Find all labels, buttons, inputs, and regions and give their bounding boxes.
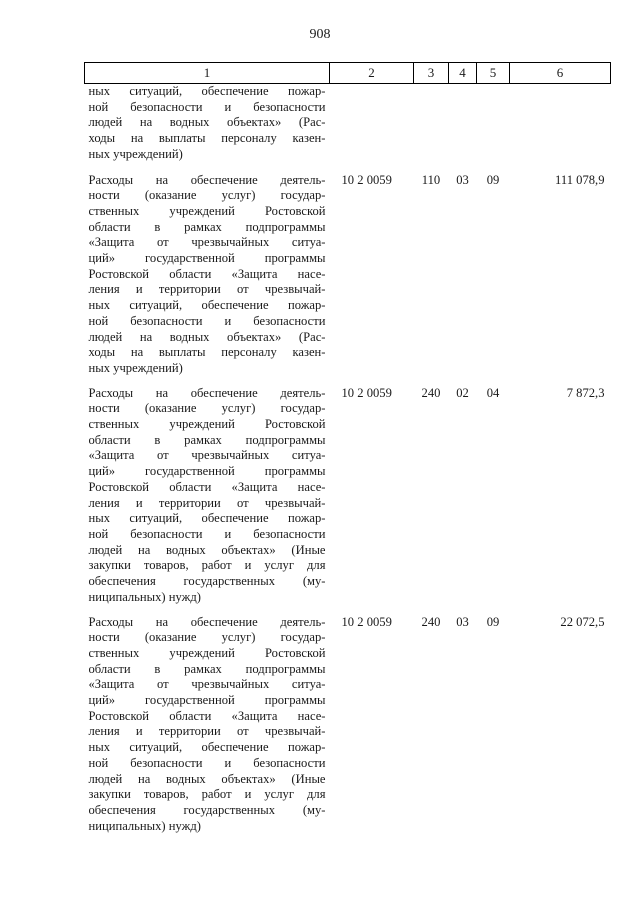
target-code: 10 2 0059 [341,614,392,629]
description-line: области в рамках подпрограммы [88,219,326,234]
subsection-code: 09 [486,172,500,187]
description-line: ных ситуаций, обеспечение пожар- [88,740,326,755]
description-line: ных ситуаций, обеспечение пожар- [88,511,326,526]
description-line: области в рамках подпрограммы [88,432,326,447]
description-line: ций» государственной программы [88,464,326,479]
subsection-code: 04 [486,385,500,400]
column-header-4: 4 [449,63,477,84]
description-line: ности (оказание услуг) государ- [88,188,326,203]
expense-type-code: 240 [421,385,441,400]
description-line: «Защита от чрезвычайных ситуа- [88,448,326,463]
column-header-6: 6 [510,63,611,84]
description-line: ности (оказание услуг) государ- [88,401,326,416]
description-line: Ростовской области «Защита насе- [88,708,326,723]
section-code: 02 [456,385,469,400]
expense-type-code: 240 [421,614,441,629]
description-line: ления и территории от чрезвычай- [88,495,326,510]
row-description [85,386,330,615]
description-line: ниципальных) нужд) [88,589,201,604]
description-line: ходы на выплаты персоналу казен- [88,131,326,146]
description-line: Расходы на обеспечение деятель- [88,172,326,187]
column-header-3: 3 [414,63,449,84]
description-line: ной безопасности и безопасности [88,526,326,541]
table-row-continuation [85,84,611,173]
column-header-5: 5 [477,63,510,84]
description-line: Ростовской области «Защита насе- [88,266,326,281]
target-code: 10 2 0059 [341,172,392,187]
description-line: людей на водных объектах» (Иные [88,542,326,557]
description-line: ной безопасности и безопасности [88,99,326,114]
subsection-code: 09 [486,614,500,629]
description-line: Расходы на обеспечение деятель- [88,385,326,400]
description-line: обеспечения государственных (му- [88,574,326,589]
description-line: ственных учреждений Ростовской [88,417,326,432]
target-code: 10 2 0059 [341,385,392,400]
header-row [85,63,611,84]
description-line: людей на водных объектах» (Иные [88,771,326,786]
description-line: Ростовской области «Защита насе- [88,479,326,494]
description-line: ности (оказание услуг) государ- [88,630,326,645]
description-line: ных ситуаций, обеспечение пожар- [88,84,326,98]
description-line: людей на водных объектах» (Рас- [88,329,326,344]
section-code: 03 [456,172,469,187]
row-description [85,84,330,173]
description-line: ных ситуаций, обеспечение пожар- [88,298,326,313]
description-line: ций» государственной программы [88,693,326,708]
row-description [85,615,330,844]
description-line: ной безопасности и безопасности [88,313,326,328]
amount: 7 872,3 [566,385,605,400]
description-line: ления и территории от чрезвычай- [88,724,326,739]
description-line: людей на водных объектах» (Рас- [88,115,326,130]
column-header-1: 1 [85,63,330,84]
description-line: ниципальных) нужд) [88,818,201,833]
description-line: закупки товаров, работ и услуг для [88,558,326,573]
table-row [85,386,611,615]
description-line: ственных учреждений Ростовской [88,645,326,660]
column-header-2: 2 [330,63,414,84]
description-line: ходы на выплаты персоналу казен- [88,345,326,360]
description-line: ций» государственной программы [88,251,326,266]
expense-type-code: 110 [421,172,441,187]
description-line: обеспечения государственных (му- [88,802,326,817]
table-row [85,615,611,844]
amount: 111 078,9 [555,172,605,187]
page-number: 908 [309,27,331,42]
description-line: закупки товаров, работ и услуг для [88,787,326,802]
amount: 22 072,5 [560,614,605,629]
budget-table [84,62,611,843]
description-line: ных учреждений) [88,360,183,375]
description-line: области в рамках подпрограммы [88,661,326,676]
description-line: Расходы на обеспечение деятель- [88,614,326,629]
row-description [85,173,330,386]
table-row [85,173,611,386]
section-code: 03 [456,614,469,629]
description-line: ления и территории от чрезвычай- [88,282,326,297]
description-line: ных учреждений) [88,146,183,161]
description-line: «Защита от чрезвычайных ситуа- [88,235,326,250]
description-line: ственных учреждений Ростовской [88,203,326,218]
description-line: «Защита от чрезвычайных ситуа- [88,677,326,692]
description-line: ной безопасности и безопасности [88,755,326,770]
